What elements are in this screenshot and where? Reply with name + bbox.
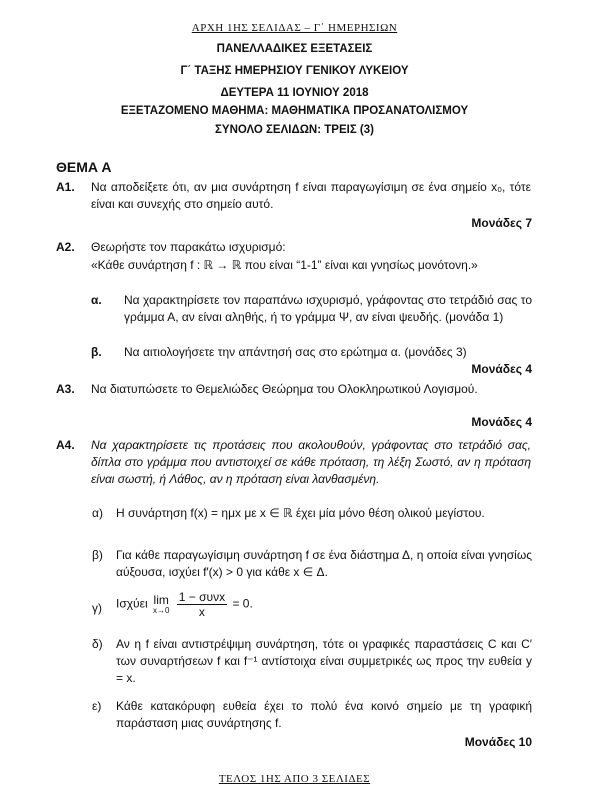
question-a4-c-formula [116,590,532,619]
question-a2-units: Μονάδες 4 [471,362,532,376]
header-pages: ΣΥΝΟΛΟ ΣΕΛΙΔΩΝ: ΤΡΕΙΣ (3) [215,124,374,136]
fraction-denominator: x [198,605,205,619]
question-a1-units: Μονάδες 7 [471,216,532,230]
question-a3-text: Να διατυπώσετε το Θεμελιώδες Θεώρημα του Ολοκληρωτικού Λογισμού. [91,382,478,396]
question-a2-intro: Θεωρήστε τον παρακάτω ισχυρισμό: [91,240,286,254]
question-a4-e-label: ε) [92,699,102,713]
question-a4-b-text: Για κάθε παραγωγίσιμη συνάρτηση f σε ένα διάστημα Δ, η οποία είναι γνησίως αύξουσα, ισχύει f′(x) > 0 για κάθε x ∈ Δ. [116,548,532,579]
question-a4-units: Μονάδες 10 [464,735,532,749]
question-a1-number: Α1. [56,180,75,194]
question-a1-text: Να αποδείξετε ότι, αν μια συνάρτηση f είναι παραγωγίσιμη σε ένα σημείο x₀, τότε είναι και συνεχής στο σημείο αυτό. [91,180,531,211]
question-a4-number: Α4. [56,438,75,452]
question-a3-number: Α3. [56,382,75,396]
limit-symbol: lim [153,593,169,607]
question-a4-b-label: β) [92,548,103,562]
limit-subscript: x→0 [152,606,170,615]
question-a4-a-text: Η συνάρτηση f(x) = ημx με x ∈ ℝ έχει μία μόνο θέση ολικού μεγίστου. [116,506,485,520]
question-a2-claim: «Κάθε συνάρτηση f : ℝ → ℝ που είναι “1-1” είναι και γνησίως μονότονη.» [91,258,478,272]
question-a4-intro: Να χαρακτηρίσετε τις προτάσεις που ακολουθούν, γράφοντας στο τετράδιό σας, δίπλα στο γράμμα που αντιστοιχεί σε κάθε πρόταση, τη λέξη Σωστό, αν η πρόταση είναι σωστή, ή Λάθος, αν η πρόταση είναι λανθασμένη. [91,438,531,486]
question-a2-alpha-label: α. [91,293,102,307]
page-header-top: ΑΡΧΗ 1ΗΣ ΣΕΛΙΔΑΣ – Γ΄ ΗΜΕΡΗΣΙΩΝ [191,22,398,34]
question-a2-beta-label: β. [91,345,102,359]
question-a4-c-label: γ) [92,601,102,615]
header-class: Γ΄ ΤΑΞΗΣ ΗΜΕΡΗΣΙΟΥ ΓΕΝΙΚΟΥ ΛΥΚΕΙΟΥ [180,65,409,77]
fraction-numerator: 1 − συνx [178,590,226,604]
header-date: ΔΕΥΤΕΡΑ 11 ΙΟΥΝΙΟΥ 2018 [220,87,369,99]
question-a2-number: Α2. [56,240,75,254]
theme-title: ΘΕΜΑ Α [56,159,112,175]
question-a4-e-text: Κάθε κατακόρυφη ευθεία έχει το πολύ ένα κοινό σημείο με τη γραφική παράσταση μιας συνάρτησης f. [116,699,532,730]
question-a3-units: Μονάδες 4 [471,415,532,429]
question-a4-d-label: δ) [92,637,103,651]
question-a4-c-prefix: Ισχύει [116,596,148,611]
question-a2-alpha-text: Να χαρακτηρίσετε τον παραπάνω ισχυρισμό, γράφοντας στο τετράδιό σας το γράμμα Α, αν είναι αληθής, ή το γράμμα Ψ, αν είναι ψευδής. (μονάδα 1) [124,293,532,324]
question-a4-c-suffix: = 0. [232,596,253,611]
question-a4-d-text: Αν η f είναι αντιστρέψιμη συνάρτηση, τότε οι γραφικές παραστάσεις C και C′ των συναρτήσεων f και f⁻¹ αντίστοιχα είναι συμμετρικές ως προς την ευθεία y = x. [116,637,532,685]
question-a2-beta-text: Να αιτιολογήσετε την απάντησή σας στο ερώτημα α. (μονάδες 3) [124,345,467,359]
header-subject: ΕΞΕΤΑΖΟΜΕΝΟ ΜΑΘΗΜΑ: ΜΑΘΗΜΑΤΙΚΑ ΠΡΟΣΑΝΑΤΟΛΙΣΜΟΥ [120,105,469,117]
page-footer: ΤΕΛΟΣ 1ΗΣ ΑΠΟ 3 ΣΕΛΙΔΕΣ [218,773,371,785]
question-a4-a-label: α) [92,506,103,520]
fraction [177,590,227,619]
header-exams: ΠΑΝΕΛΛΑΔΙΚΕΣ ΕΞΕΤΑΣΕΙΣ [216,43,373,55]
limit-expression [153,594,169,615]
